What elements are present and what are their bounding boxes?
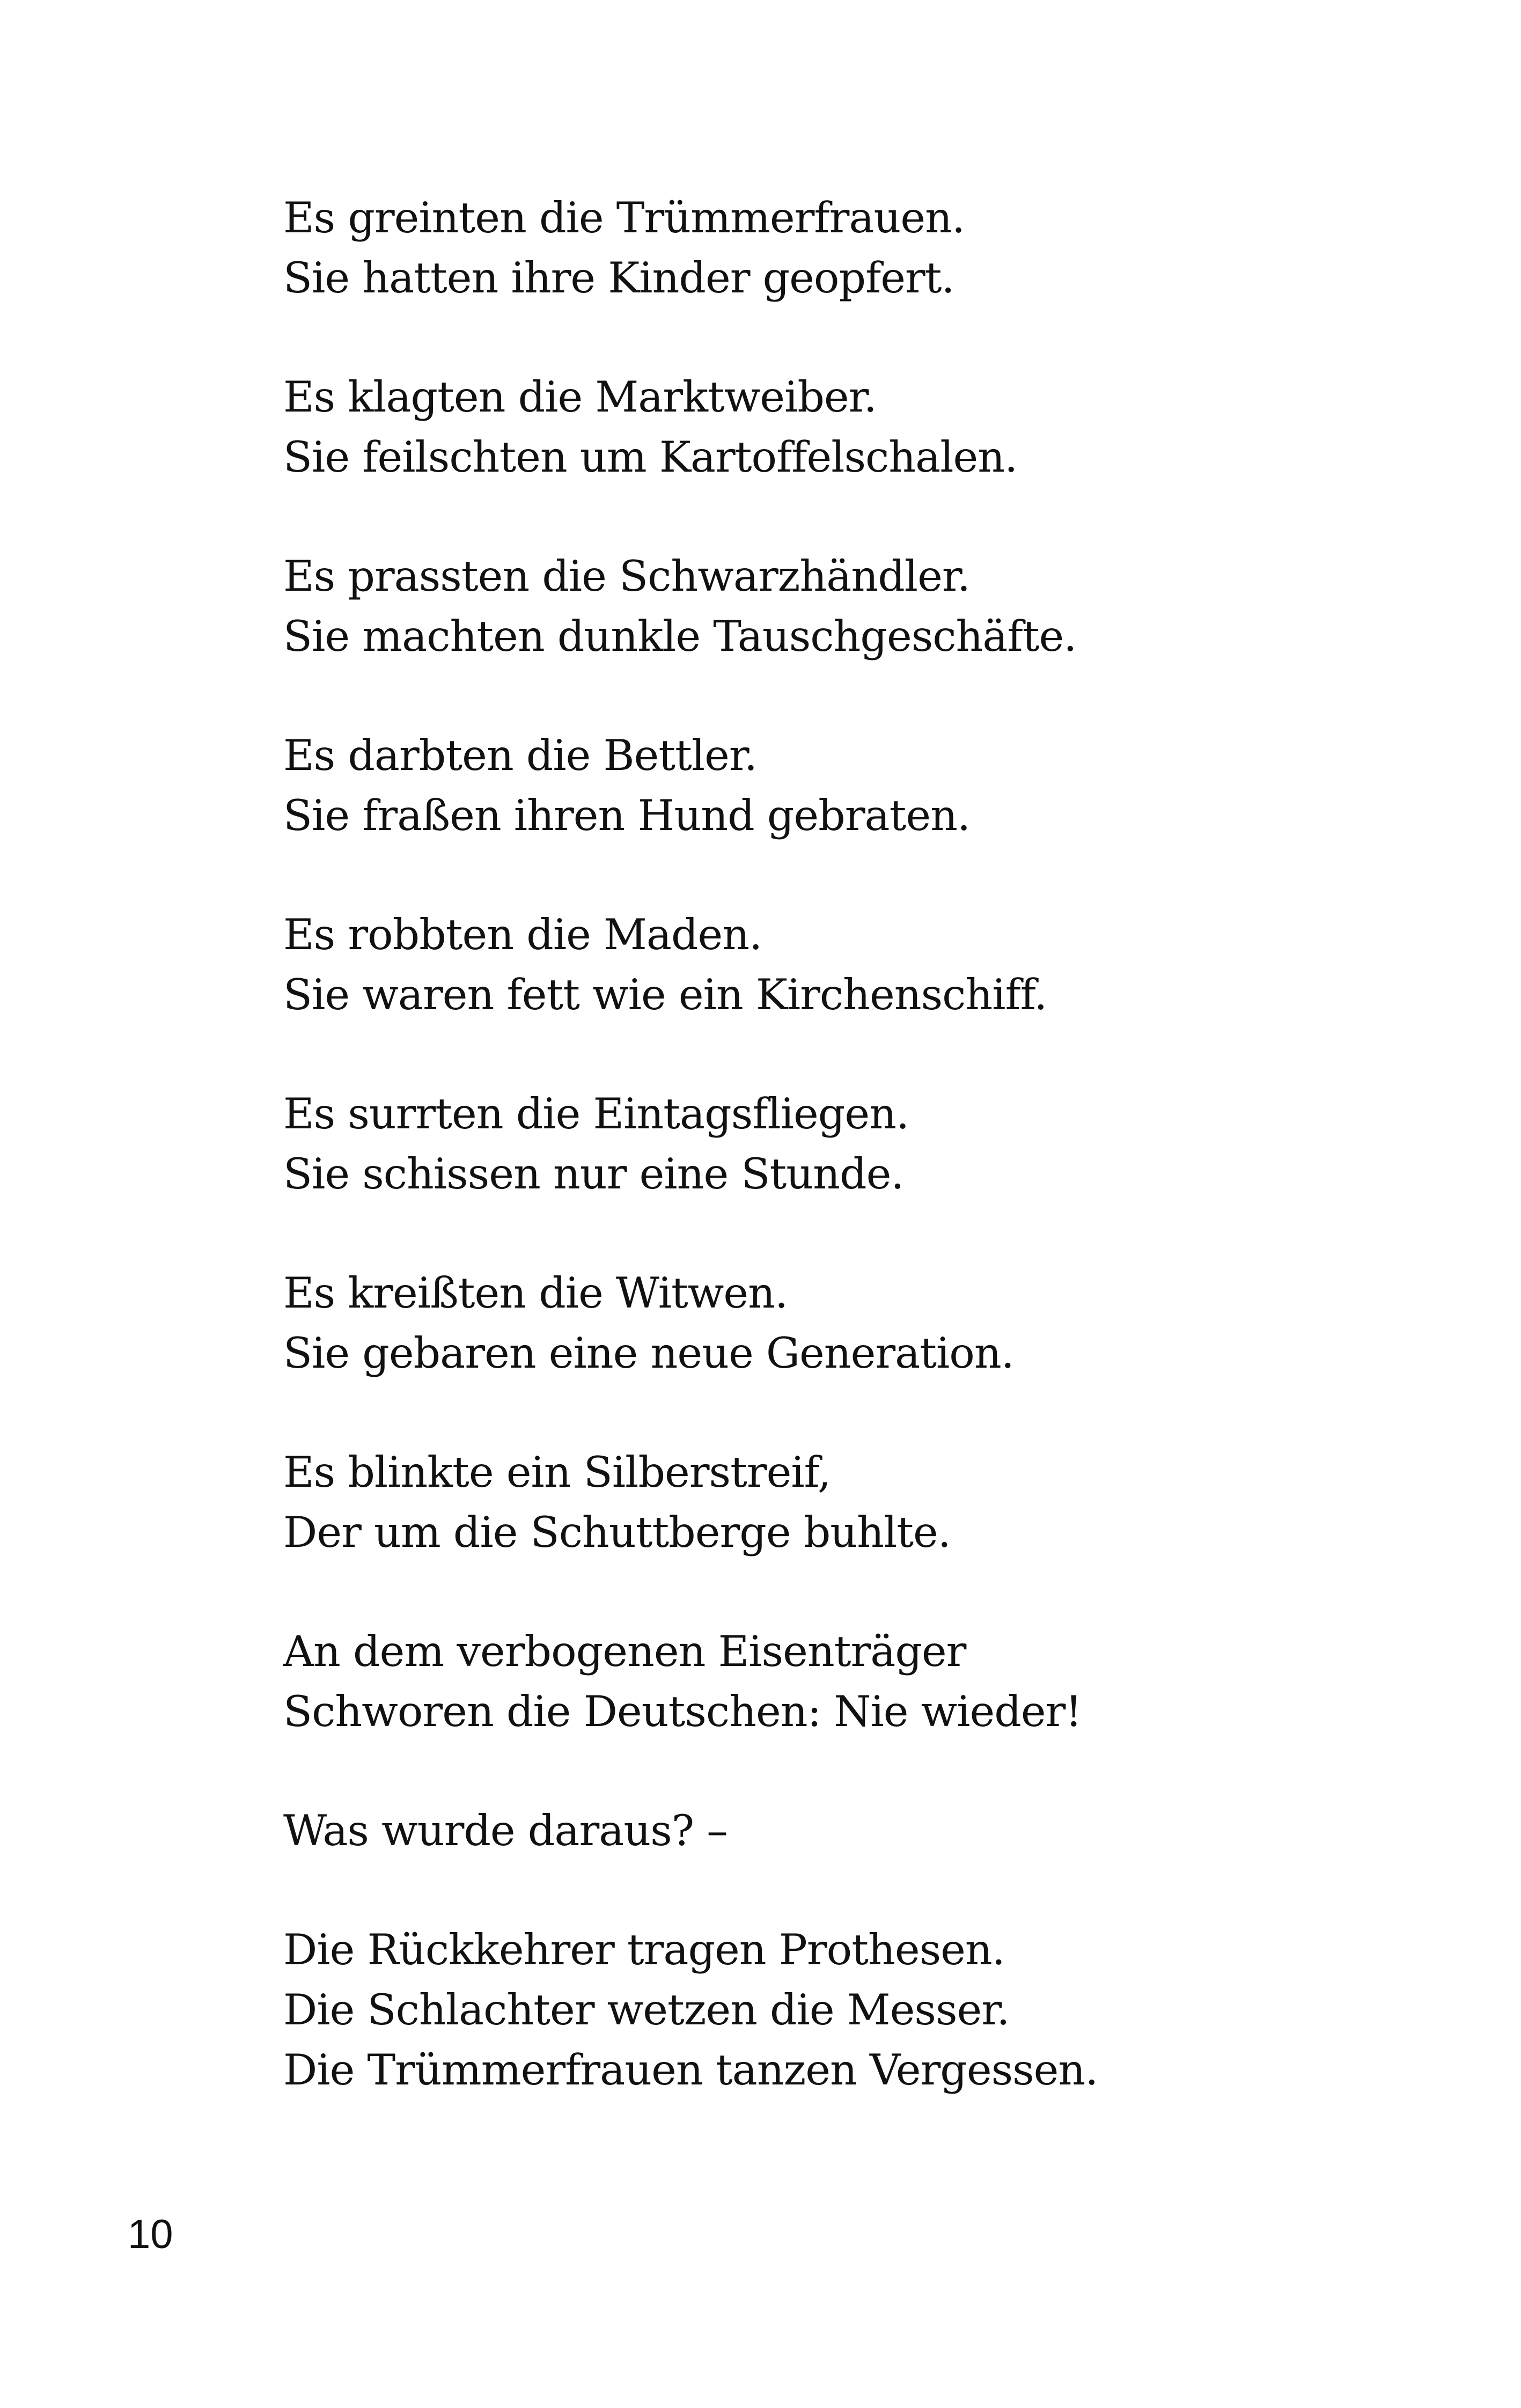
poem-line: Sie waren fett wie ein Kirchenschiff.: [283, 970, 1047, 1019]
stanza-10: [283, 1801, 1410, 1861]
poem: [283, 188, 1410, 2159]
stanza-7: [283, 1263, 1410, 1383]
stanza-3: [283, 546, 1410, 666]
poem-line: Sie schissen nur eine Stunde.: [283, 1149, 904, 1199]
poem-line: Es surrten die Eintagsfliegen.: [283, 1089, 909, 1139]
poem-line: Der um die Schuttberge buhlte.: [283, 1508, 951, 1557]
poem-line: Sie feilschten um Kartoffelschalen.: [283, 432, 1018, 482]
poem-line: Sie gebaren eine neue Generation.: [283, 1328, 1014, 1378]
poem-line: Es blinkte ein Silberstreif,: [283, 1448, 831, 1497]
stanza-11: [283, 1920, 1410, 2100]
poem-line: Es klagten die Marktweiber.: [283, 372, 877, 422]
poem-line: Sie machten dunkle Tauschgeschäfte.: [283, 612, 1077, 661]
poem-line: Es kreißten die Witwen.: [283, 1268, 788, 1318]
stanza-6: [283, 1084, 1410, 1204]
stanza-8: [283, 1442, 1410, 1562]
stanza-2: [283, 367, 1410, 487]
poem-line: Die Schlachter wetzen die Messer.: [283, 1985, 1010, 2035]
stanza-9: [283, 1621, 1410, 1742]
poem-line: Sie hatten ihre Kinder geopfert.: [283, 253, 954, 303]
poem-line: Die Trümmerfrauen tanzen Vergessen.: [283, 2045, 1098, 2095]
poem-line: Es robbten die Maden.: [283, 910, 762, 959]
stanza-5: [283, 905, 1410, 1025]
poem-line: Schworen die Deutschen: Nie wieder!: [283, 1687, 1082, 1736]
poem-line: Es prassten die Schwarzhändler.: [283, 552, 971, 601]
page-number: 10: [128, 2212, 173, 2257]
poem-line: Was wurde daraus? –: [283, 1806, 728, 1855]
stanza-4: [283, 725, 1410, 846]
poem-line: Sie fraßen ihren Hund gebraten.: [283, 791, 971, 840]
poem-line: Es greinten die Trümmerfrauen.: [283, 193, 965, 243]
poem-line: An dem verbogenen Eisenträger: [283, 1627, 966, 1676]
stanza-1: [283, 188, 1410, 308]
poem-line: Es darbten die Bettler.: [283, 731, 758, 780]
poem-line: Die Rückkehrer tragen Prothesen.: [283, 1925, 1005, 1974]
